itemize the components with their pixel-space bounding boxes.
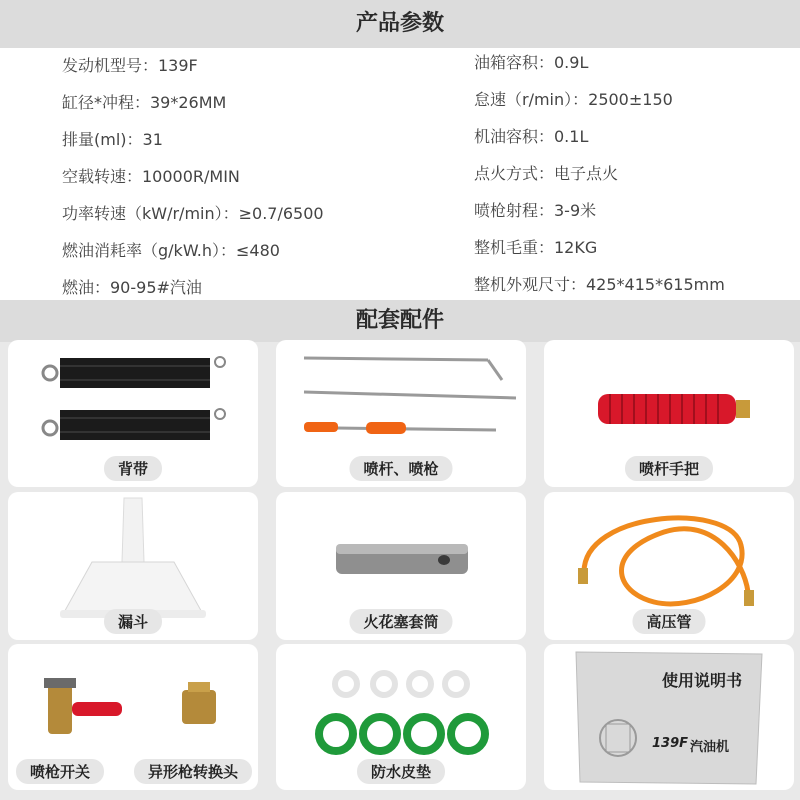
spec-power-speed: 功率转速（kW/r/min）：≥0.7/6500 (62, 204, 324, 223)
spec-fuel-consumption: 燃油消耗率（g/kW.h）：≤480 (62, 241, 280, 260)
card-spark-plug-socket (276, 492, 526, 640)
spec-engine-model: 发动机型号：139F (62, 56, 198, 75)
spec-spray-range: 喷枪射程：3-9米 (474, 201, 597, 220)
accessories-title: 配套配件 (0, 300, 800, 342)
adapter-label: 异形枪转换头 (134, 759, 252, 784)
spec-displacement: 排量(ml)：31 (62, 130, 163, 149)
spec-idle-rpm: 怠速（r/min）：2500±150 (474, 90, 673, 109)
high-pressure-hose-label: 高压管 (632, 609, 705, 634)
specs-left-column (62, 50, 324, 309)
card-gun-parts (8, 644, 258, 790)
manual-model: 139F (652, 736, 689, 751)
specs-title: 产品参数 (0, 0, 800, 48)
spark-plug-socket-label: 火花塞套筒 (349, 609, 452, 634)
spec-fuel: 燃油：90-95#汽油 (62, 278, 202, 297)
spec-oil-capacity: 机油容积：0.1L (474, 127, 589, 146)
funnel-label: 漏斗 (104, 609, 162, 634)
manual-image (544, 644, 794, 790)
gun-switch-label: 喷枪开关 (16, 759, 104, 784)
spec-tank-capacity: 油箱容积：0.9L (474, 53, 589, 72)
spec-bore-stroke: 缸径*冲程：39*26MM (62, 93, 227, 112)
card-rod-handle (544, 340, 794, 487)
straps-label: 背带 (104, 456, 162, 481)
card-funnel (8, 492, 258, 640)
manual-title: 使用说明书 (662, 671, 743, 690)
specs-right-column (474, 47, 725, 306)
manual-product: 汽油机 (690, 740, 730, 755)
spec-dimensions: 整机外观尺寸：425*415*615mm (474, 275, 725, 294)
card-rods (276, 340, 526, 487)
spec-idle-speed-max: 空载转速：10000R/MIN (62, 167, 240, 186)
card-gaskets (276, 644, 526, 790)
card-straps (8, 340, 258, 487)
specs-panel (0, 48, 800, 300)
rod-handle-label: 喷杆手把 (625, 456, 713, 481)
rods-label: 喷杆、喷枪 (349, 456, 452, 481)
spec-gross-weight: 整机毛重：12KG (474, 238, 598, 257)
gaskets-label: 防水皮垫 (357, 759, 445, 784)
card-manual (544, 644, 794, 790)
card-high-pressure-hose (544, 492, 794, 640)
spec-ignition: 点火方式：电子点火 (474, 164, 619, 183)
